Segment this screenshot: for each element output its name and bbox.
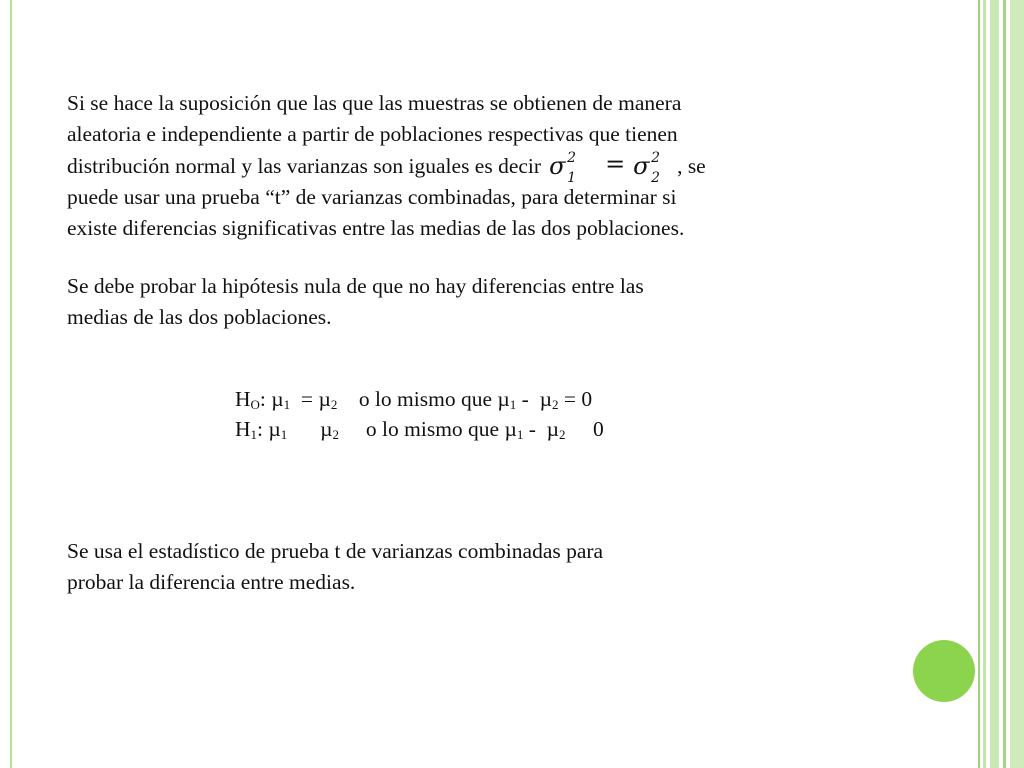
right-stripe-2 bbox=[983, 0, 986, 768]
colon: : bbox=[257, 417, 269, 441]
mu-symbol: µ bbox=[493, 417, 506, 441]
test-statistic-paragraph bbox=[67, 536, 603, 598]
equal-variance-formula bbox=[549, 150, 677, 186]
mu-symbol: µ bbox=[535, 417, 548, 441]
equals-sign: = bbox=[605, 150, 626, 178]
hypothesis-h0 bbox=[235, 384, 592, 414]
mu-symbol: µ bbox=[497, 387, 510, 411]
mu-subscript: 1 bbox=[505, 427, 512, 442]
right-stripe-5 bbox=[1010, 0, 1024, 768]
mu-subscript: 2 bbox=[547, 427, 555, 442]
hypothesis-text: o lo mismo que bbox=[337, 387, 498, 411]
mu-subscript: 1 bbox=[509, 397, 517, 412]
h-subscript: 1 bbox=[250, 427, 258, 442]
superscript: 2 bbox=[651, 150, 660, 166]
paragraph-text: , se bbox=[677, 154, 706, 178]
paragraph-line: probar la diferencia entre medias. bbox=[67, 570, 356, 594]
green-circle-decoration bbox=[913, 640, 975, 702]
left-border-line bbox=[10, 0, 12, 768]
operator bbox=[287, 417, 309, 441]
paragraph-line: aleatoria e independiente a partir de poblaciones respectivas que tienen bbox=[67, 122, 678, 146]
paragraph-line: Si se hace la suposición que las que las muestras se obtienen de manera bbox=[67, 91, 682, 115]
subscript: 2 bbox=[651, 170, 660, 186]
mu-subscript: 2 bbox=[330, 397, 338, 412]
paragraph-text: distribución normal y las varianzas son iguales es decir bbox=[67, 154, 542, 178]
hypothesis-end: 0 bbox=[554, 417, 582, 441]
paragraph-line bbox=[67, 150, 706, 186]
right-stripe-1 bbox=[978, 0, 980, 768]
mu-symbol: µ bbox=[318, 387, 331, 411]
paragraph-line: existe diferencias significativas entre las medias de las dos poblaciones. bbox=[67, 216, 685, 240]
right-stripe-4 bbox=[1003, 0, 1006, 768]
mu-subscript: 2 bbox=[321, 427, 328, 442]
sigma-symbol: σ bbox=[633, 152, 650, 180]
mu-symbol: µ bbox=[539, 387, 552, 411]
mu-subscript: 1 bbox=[283, 397, 291, 412]
operator: = bbox=[290, 387, 319, 411]
null-hypothesis-paragraph bbox=[67, 271, 644, 333]
hypothesis-text: o lo mismo que bbox=[327, 417, 494, 441]
mu-symbol: µ bbox=[271, 387, 284, 411]
mu-symbol: µ bbox=[308, 417, 322, 441]
assumption-paragraph bbox=[67, 88, 706, 244]
hypothesis-h1 bbox=[235, 414, 604, 444]
paragraph-line: puede usar una prueba “t” de varianzas combinadas, para determinar si bbox=[67, 185, 677, 209]
paragraph-line: Se debe probar la hipótesis nula de que no hay diferencias entre las bbox=[67, 274, 644, 298]
mu-subscript: 1 bbox=[280, 427, 288, 442]
h-symbol: H bbox=[235, 387, 251, 411]
right-stripe-3 bbox=[990, 0, 999, 768]
paragraph-line: Se usa el estadístico de prueba t de varianzas combinadas para bbox=[67, 539, 604, 563]
minus-sign: - bbox=[516, 387, 540, 411]
subscript: 1 bbox=[567, 170, 576, 186]
superscript: 2 bbox=[567, 150, 576, 166]
paragraph-line: medias de las dos poblaciones. bbox=[67, 305, 332, 329]
h-symbol: H bbox=[235, 417, 251, 441]
minus-sign: - bbox=[512, 417, 536, 441]
h-subscript: O bbox=[250, 397, 260, 412]
colon: : bbox=[259, 387, 272, 411]
mu-subscript: 2 bbox=[551, 397, 559, 412]
sigma-symbol: σ bbox=[549, 152, 566, 180]
hypothesis-end: = 0 bbox=[558, 387, 593, 411]
mu-symbol: µ bbox=[268, 417, 281, 441]
